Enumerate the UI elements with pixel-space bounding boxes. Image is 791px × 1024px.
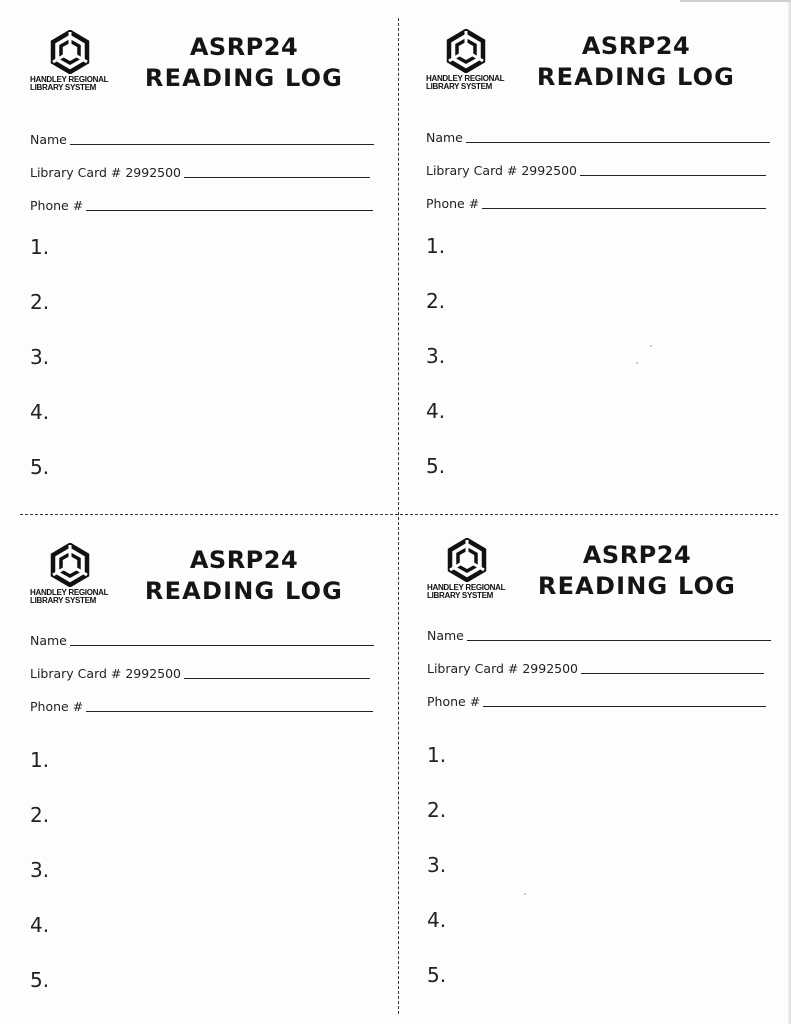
entry-number: 5.	[30, 968, 50, 992]
logo-line-2: LIBRARY SYSTEM	[30, 596, 97, 605]
logo-line-2: LIBRARY SYSTEM	[427, 591, 494, 600]
name-blank-line	[70, 144, 374, 145]
horizontal-cut-line	[20, 514, 778, 515]
name-field[interactable]	[426, 128, 770, 146]
scan-edge	[680, 0, 791, 2]
entry-number: 2.	[30, 803, 50, 827]
entry-number: 3.	[30, 345, 50, 369]
card-title	[134, 545, 354, 607]
library-card-label: Library Card # 2992500	[30, 666, 182, 681]
title-line-1: ASRP24	[581, 32, 691, 60]
name-field[interactable]	[30, 130, 374, 148]
title-line-1: ASRP24	[189, 33, 299, 61]
phone-blank-line	[86, 711, 373, 712]
library-card-blank-line	[580, 175, 766, 176]
hexagon-cube-icon	[445, 538, 489, 582]
phone-field[interactable]	[30, 697, 373, 715]
title-line-1: ASRP24	[582, 541, 692, 569]
name-label: Name	[30, 132, 67, 147]
logo-line-2: LIBRARY SYSTEM	[30, 83, 97, 92]
logo-line-1: HANDLEY REGIONAL	[30, 588, 109, 597]
title-line-2: READING LOG	[144, 577, 344, 605]
vertical-cut-line	[398, 18, 399, 1014]
title-line-2: READING LOG	[536, 63, 736, 91]
library-card-field[interactable]	[426, 161, 766, 179]
entry-number: 4.	[30, 400, 50, 424]
library-card-field[interactable]	[427, 659, 764, 677]
entry-number: 5.	[426, 454, 446, 478]
card-title	[526, 31, 746, 93]
entry-number: 5.	[30, 455, 50, 479]
phone-label: Phone #	[30, 198, 84, 213]
phone-label: Phone #	[30, 699, 84, 714]
title-line-2: READING LOG	[537, 572, 737, 600]
entry-number: 5.	[427, 963, 447, 987]
name-field[interactable]	[427, 626, 771, 644]
entry-number: 4.	[30, 913, 50, 937]
phone-field[interactable]	[427, 692, 766, 710]
scan-edge	[787, 0, 791, 1024]
entry-number: 4.	[426, 399, 446, 423]
name-blank-line	[466, 142, 770, 143]
library-card-field[interactable]	[30, 664, 370, 682]
hexagon-cube-icon	[444, 29, 488, 73]
entry-number: 2.	[427, 798, 447, 822]
library-card-blank-line	[184, 177, 370, 178]
name-blank-line	[467, 640, 771, 641]
library-card-blank-line	[184, 678, 370, 679]
entry-number: 3.	[427, 853, 447, 877]
phone-blank-line	[86, 210, 373, 211]
logo-line-1: HANDLEY REGIONAL	[30, 75, 109, 84]
entry-number: 3.	[426, 344, 446, 368]
entry-number: 2.	[426, 289, 446, 313]
title-line-1: ASRP24	[189, 546, 299, 574]
phone-blank-line	[483, 706, 766, 707]
reading-log-card	[427, 538, 777, 1018]
library-card-field[interactable]	[30, 163, 370, 181]
entry-number: 2.	[30, 290, 50, 314]
logo-line-2: LIBRARY SYSTEM	[426, 82, 493, 91]
entry-number: 1.	[30, 235, 50, 259]
logo-wordmark	[426, 75, 508, 91]
library-logo	[427, 538, 509, 608]
name-label: Name	[427, 628, 464, 643]
phone-label: Phone #	[427, 694, 481, 709]
library-card-label: Library Card # 2992500	[426, 163, 578, 178]
name-label: Name	[30, 633, 67, 648]
logo-wordmark	[30, 589, 112, 605]
phone-field[interactable]	[30, 196, 373, 214]
phone-label: Phone #	[426, 196, 480, 211]
scan-speck	[650, 345, 652, 347]
name-label: Name	[426, 130, 463, 145]
reading-log-card	[426, 29, 776, 509]
entry-number: 4.	[427, 908, 447, 932]
reading-log-card	[30, 30, 380, 510]
hexagon-cube-icon	[48, 30, 92, 74]
logo-line-1: HANDLEY REGIONAL	[427, 583, 506, 592]
library-logo	[30, 30, 112, 100]
name-blank-line	[70, 645, 374, 646]
scan-speck	[524, 893, 526, 895]
library-logo	[426, 29, 508, 99]
card-title	[134, 32, 354, 94]
scan-speck	[636, 362, 638, 364]
card-title	[527, 540, 747, 602]
library-card-blank-line	[581, 673, 764, 674]
entry-number: 1.	[427, 743, 447, 767]
logo-line-1: HANDLEY REGIONAL	[426, 74, 505, 83]
entry-number: 1.	[30, 748, 50, 772]
library-card-label: Library Card # 2992500	[30, 165, 182, 180]
phone-field[interactable]	[426, 194, 766, 212]
entry-number: 3.	[30, 858, 50, 882]
logo-wordmark	[427, 584, 509, 600]
name-field[interactable]	[30, 631, 374, 649]
logo-wordmark	[30, 76, 112, 92]
phone-blank-line	[482, 208, 766, 209]
library-card-label: Library Card # 2992500	[427, 661, 579, 676]
title-line-2: READING LOG	[144, 64, 344, 92]
reading-log-card	[30, 543, 380, 1023]
hexagon-cube-icon	[48, 543, 92, 587]
library-logo	[30, 543, 112, 613]
entry-number: 1.	[426, 234, 446, 258]
